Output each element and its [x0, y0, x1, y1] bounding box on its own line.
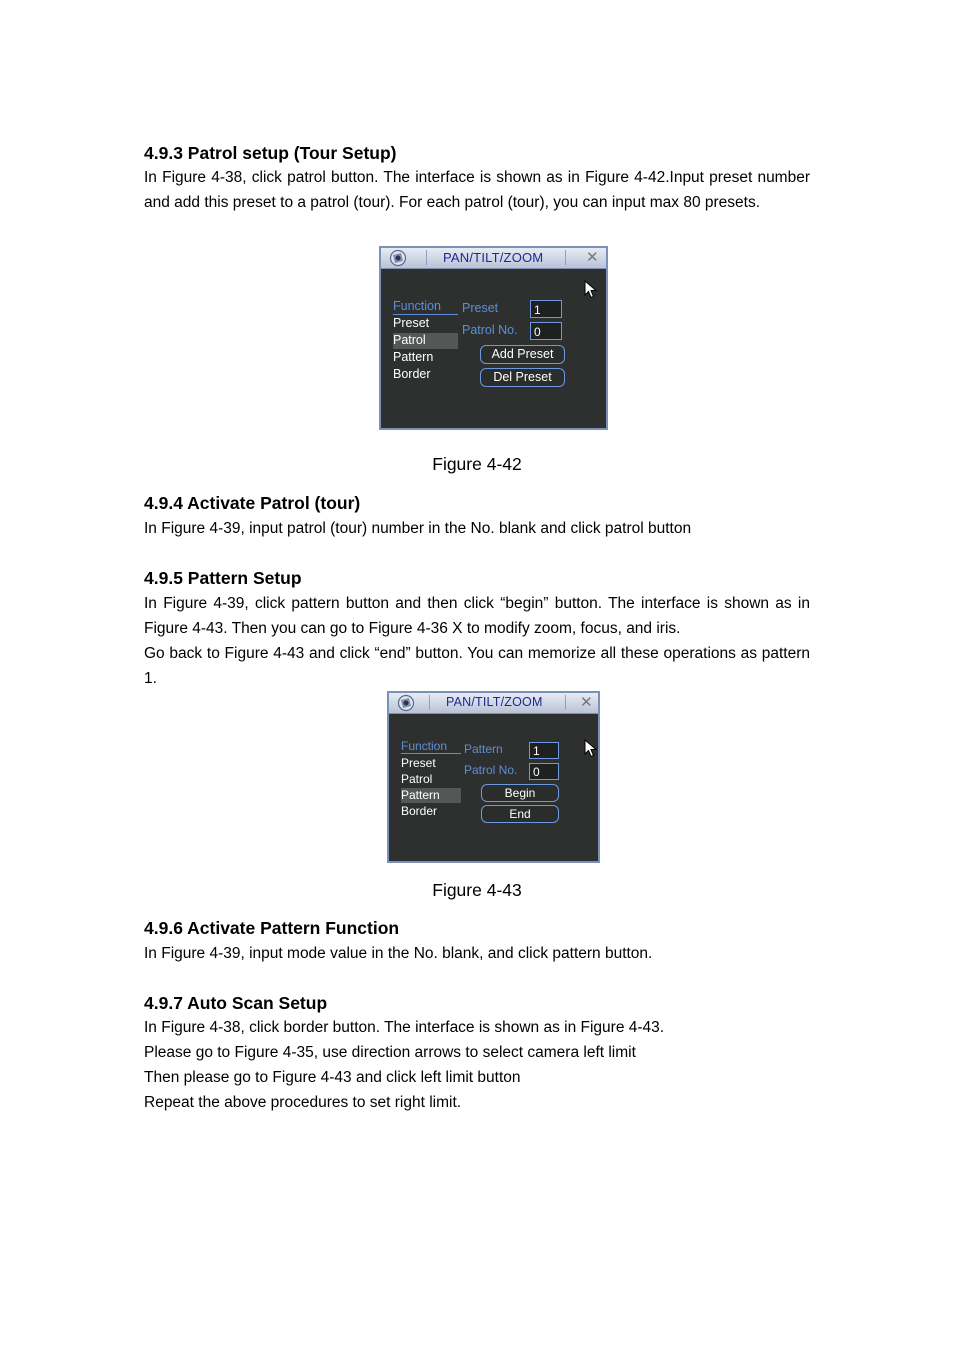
figure-caption-4-42: Figure 4-42 — [432, 454, 522, 474]
ptz-dialog-fig42 — [379, 246, 608, 430]
heading-4-9-3: 4.9.3 Patrol setup (Tour Setup) — [144, 143, 397, 163]
paragraph-4-9-7-line-4: Repeat the above procedures to set right limit. — [144, 1094, 462, 1111]
camera-logo-icon — [397, 694, 415, 712]
end-button[interactable]: End — [481, 805, 559, 823]
patrol-no-input[interactable]: 0 — [529, 763, 559, 780]
menu-item-pattern[interactable]: Pattern — [393, 350, 434, 364]
patrol-no-label: Patrol No. — [462, 323, 518, 337]
paragraph-4-9-3: In Figure 4-38, click patrol button. The interface is shown as in Figure 4-42.Input preset number and add this preset to a patrol (tour). For each patrol (tour), you can input max 80 presets. — [144, 169, 810, 211]
function-header: Function — [401, 739, 448, 753]
add-preset-button[interactable]: Add Preset — [480, 345, 565, 364]
dialog-titlebar — [381, 248, 606, 269]
paragraph-4-9-7-line-2: Please go to Figure 4-35, use direction arrows to select camera left limit — [144, 1044, 636, 1061]
mouse-pointer-icon — [584, 739, 598, 759]
paragraph-4-9-6: In Figure 4-39, input mode value in the No. blank, and click pattern button. — [144, 945, 653, 962]
menu-item-border[interactable]: Border — [401, 804, 438, 818]
figure-caption-4-43: Figure 4-43 — [432, 880, 522, 900]
paragraph-4-9-7-line-3: Then please go to Figure 4-43 and click left limit button — [144, 1069, 521, 1086]
heading-4-9-7: 4.9.7 Auto Scan Setup — [144, 993, 328, 1013]
menu-item-patrol[interactable]: Patrol — [393, 333, 426, 347]
paragraph-4-9-5-b: Go back to Figure 4-43 and click “end” button. You can memorize all these operations as pattern 1. — [144, 645, 810, 687]
patrol-no-input[interactable]: 0 — [530, 322, 562, 340]
paragraph-4-9-5-a: In Figure 4-39, click pattern button and then click “begin” button. The interface is shown as in Figure 4-43. Then you can go to Figure 4-36 X to modify zoom, focus, and iris. — [144, 595, 810, 637]
menu-item-patrol[interactable]: Patrol — [401, 772, 433, 786]
function-header: Function — [393, 299, 441, 313]
heading-4-9-6: 4.9.6 Activate Pattern Function — [144, 918, 400, 938]
preset-label: Preset — [462, 301, 499, 315]
dialog-titlebar — [389, 693, 598, 714]
function-underline — [401, 753, 461, 754]
del-preset-button[interactable]: Del Preset — [480, 368, 565, 387]
menu-item-pattern[interactable]: Pattern — [401, 788, 440, 802]
dialog-title: PAN/TILT/ZOOM — [446, 695, 543, 709]
function-underline — [393, 314, 458, 315]
menu-item-preset[interactable]: Preset — [393, 316, 430, 330]
heading-4-9-5: 4.9.5 Pattern Setup — [144, 568, 302, 588]
preset-input[interactable]: 1 — [530, 300, 562, 318]
paragraph-4-9-4: In Figure 4-39, input patrol (tour) number in the No. blank and click patrol button — [144, 520, 692, 537]
patrol-no-label: Patrol No. — [464, 763, 518, 777]
close-icon[interactable]: ✕ — [580, 694, 593, 711]
menu-item-border[interactable]: Border — [393, 367, 431, 381]
ptz-dialog-fig43 — [387, 691, 600, 863]
close-icon[interactable]: ✕ — [586, 249, 599, 266]
begin-button[interactable]: Begin — [481, 784, 559, 802]
camera-logo-icon — [389, 249, 407, 267]
pattern-input[interactable]: 1 — [529, 742, 559, 759]
menu-item-preset[interactable]: Preset — [401, 756, 436, 770]
mouse-pointer-icon — [584, 280, 598, 300]
pattern-label: Pattern — [464, 742, 503, 756]
paragraph-4-9-7-line-1: In Figure 4-38, click border button. The interface is shown as in Figure 4-43. — [144, 1019, 665, 1036]
heading-4-9-4: 4.9.4 Activate Patrol (tour) — [144, 493, 361, 513]
dialog-title: PAN/TILT/ZOOM — [443, 250, 544, 265]
